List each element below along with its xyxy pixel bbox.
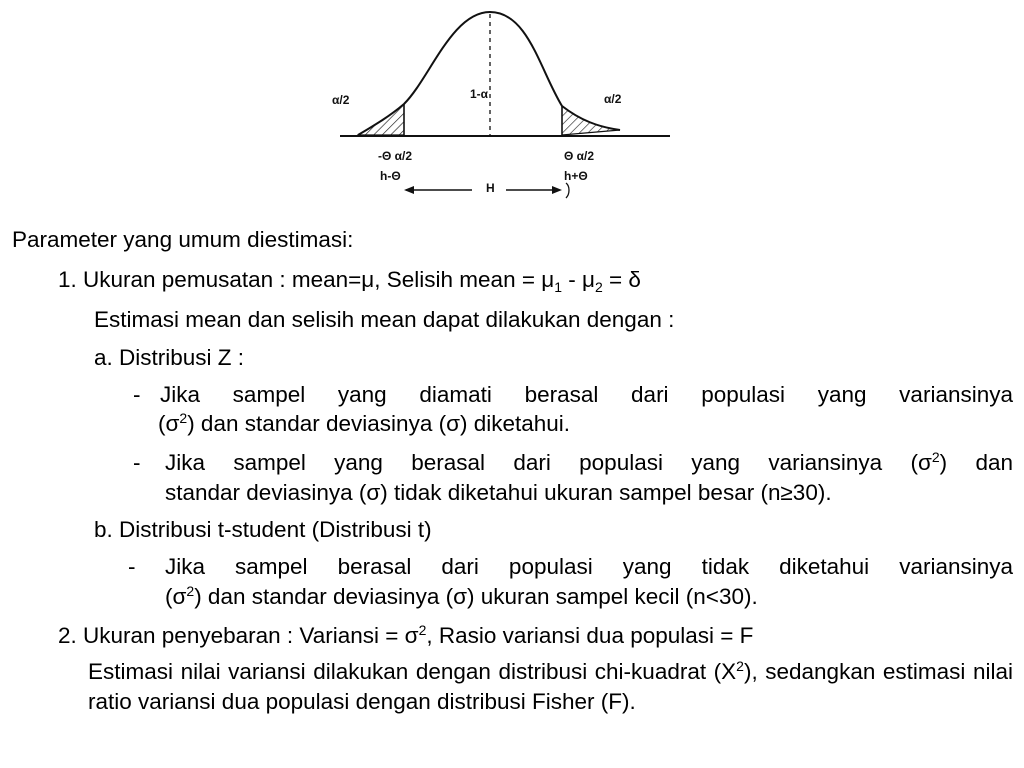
label-right-bound: Θ α/2 <box>564 149 595 163</box>
left-arrowhead <box>404 186 414 194</box>
item1a-heading: a. Distribusi Z : <box>94 345 245 370</box>
normal-distribution-figure <box>330 0 675 205</box>
right-tail-area <box>562 106 620 135</box>
right-arrow-bracket <box>566 183 569 198</box>
bullet2-line1: Jika sampel yang berasal dari populasi yang variansinya $(\sigma^2)$ dan <box>165 449 1013 475</box>
item1-heading: 1. Ukuran pemusatan : mean=μ, Selisih mean = $\mu_1 - \mu_2 = \delta$ <box>58 267 641 295</box>
bullet3-line1: Jika sampel berasal dari populasi yang tidak diketahui variansinya <box>165 554 1013 579</box>
label-center: 1-α <box>470 87 489 101</box>
intro-line: Parameter yang umum diestimasi: <box>12 227 354 252</box>
bullet1-dash: - <box>133 382 141 407</box>
bullet2-line2: standar deviasinya (σ) tidak diketahui ukuran sampel besar (n≥30). <box>165 480 832 505</box>
bullet3-line2: $(\sigma^2)$ dan standar deviasinya (σ) ukuran sampel kecil (n<30). <box>165 583 758 609</box>
normal-curve-diagram <box>330 0 675 205</box>
label-left-bound: -Θ α/2 <box>378 149 413 163</box>
label-right-tail: α/2 <box>604 92 622 106</box>
right-arrowhead <box>552 186 562 194</box>
label-left-tail: α/2 <box>332 93 350 107</box>
bullet1-line2: $(\sigma^2)$ dan standar deviasinya (σ) diketahui. <box>158 410 571 436</box>
label-right-h: h+Θ <box>564 169 588 183</box>
bullet1-line1: Jika sampel yang diamati berasal dari populasi yang variansinya <box>160 382 1013 407</box>
item2-heading: 2. Ukuran penyebaran : Variansi = $\sigma^2$, Rasio variansi dua populasi = F <box>58 622 754 648</box>
item1b-heading: b. Distribusi t-student (Distribusi t) <box>94 517 432 542</box>
item2-description: Estimasi nilai variansi dilakukan dengan distribusi chi-kuadrat $(X^2)$, sedangkan estimasi nilai ratio variansi dua populasi dengan distribusi Fisher (F). <box>88 658 1013 714</box>
bullet3-dash: - <box>128 554 136 579</box>
label-left-h: h-Θ <box>380 169 401 183</box>
bullet2-dash: - <box>133 450 141 475</box>
label-H: H <box>486 181 495 195</box>
item1-description: Estimasi mean dan selisih mean dapat dilakukan dengan : <box>94 307 675 332</box>
